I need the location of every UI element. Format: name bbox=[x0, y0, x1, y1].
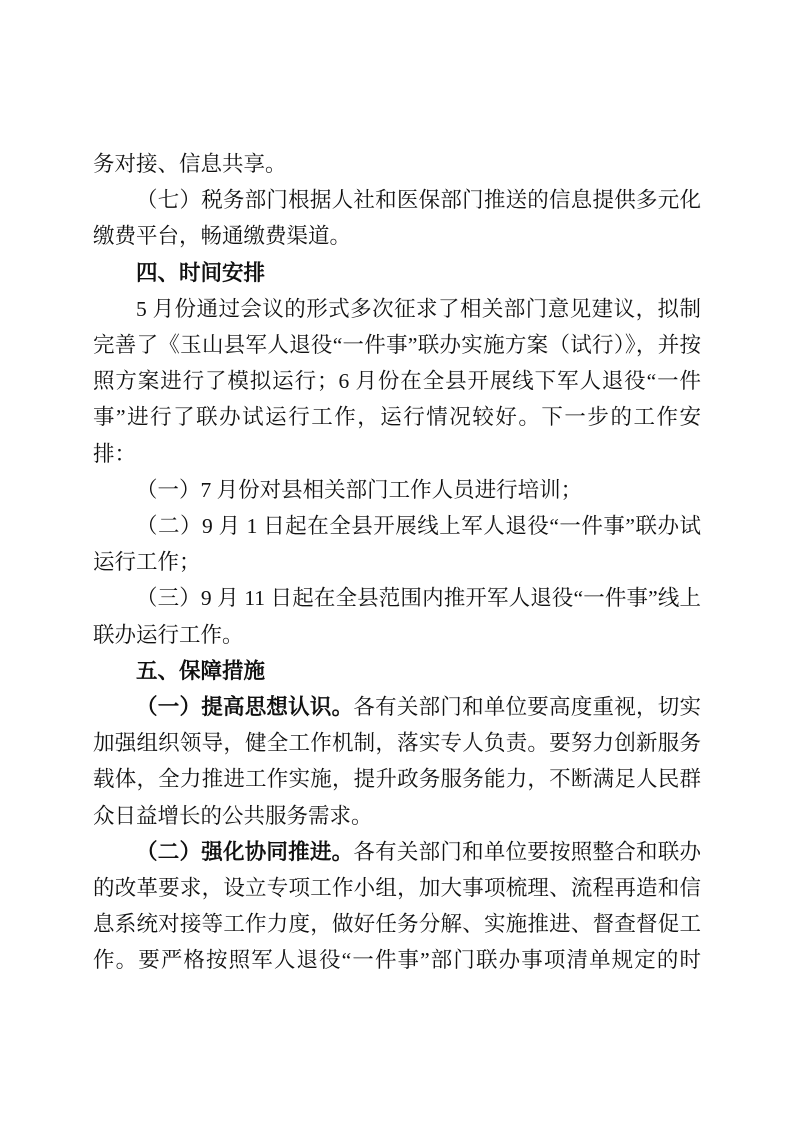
paragraph-step-1: （一）7 月份对县相关部门工作人员进行培训； bbox=[136, 477, 583, 502]
paragraph-time-arrangement-intro: 5 月份通过会议的形式多次征求了相关部门意见建议，拟制完善了《玉山县军人退役“一件事”联办实施方案（试行）》，并按照方案进行了模拟运行；6 月份在全县开展线下军人退役“一件事”进行了联办试运行工作，运行情况较好。下一步的工作安排： bbox=[93, 296, 701, 466]
paragraph-lead-raise-awareness: （一）提高思想认识。 bbox=[136, 695, 354, 720]
section-heading-5-safeguard-measures: 五、保障措施 bbox=[136, 658, 266, 683]
section-heading-4-time-arrangement: 四、时间安排 bbox=[136, 260, 266, 285]
paragraph-text: 各有关部门和单位要高度重视，切实加强组织领导，健全工作机制，落实专人负责。要努力创新服务载体，全力推进工作实施，提升政务服务能力，不断满足人民群众日益增长的公共服务需求。 bbox=[93, 695, 701, 828]
paragraph-lead-strengthen-coordination: （二）强化协同推进。 bbox=[136, 839, 354, 864]
paragraph-step-2: （二）9 月 1 日起在全县开展线上军人退役“一件事”联办试运行工作； bbox=[93, 514, 701, 575]
paragraph-step-3: （三）9 月 11 日起在全县范围内推开军人退役“一件事”线上联办运行工作。 bbox=[93, 586, 701, 647]
document-body bbox=[93, 146, 701, 979]
paragraph-text: 各有关部门和单位要按照整合和联办的改革要求，设立专项工作小组，加大事项梳理、流程再造和信息系统对接等工作力度，做好任务分解、实施推进、督查督促工作。要严格按照军人退役“一件事”部门联办事项清单规定的时 bbox=[93, 839, 701, 973]
paragraph-continued-from-previous-page: 务对接、信息共享。 bbox=[93, 152, 287, 176]
paragraph-measure-2 bbox=[93, 834, 701, 979]
paragraph-measure-1 bbox=[93, 689, 701, 834]
paragraph-item-7: （七）税务部门根据人社和医保部门推送的信息提供多元化缴费平台，畅通缴费渠道。 bbox=[93, 188, 701, 249]
